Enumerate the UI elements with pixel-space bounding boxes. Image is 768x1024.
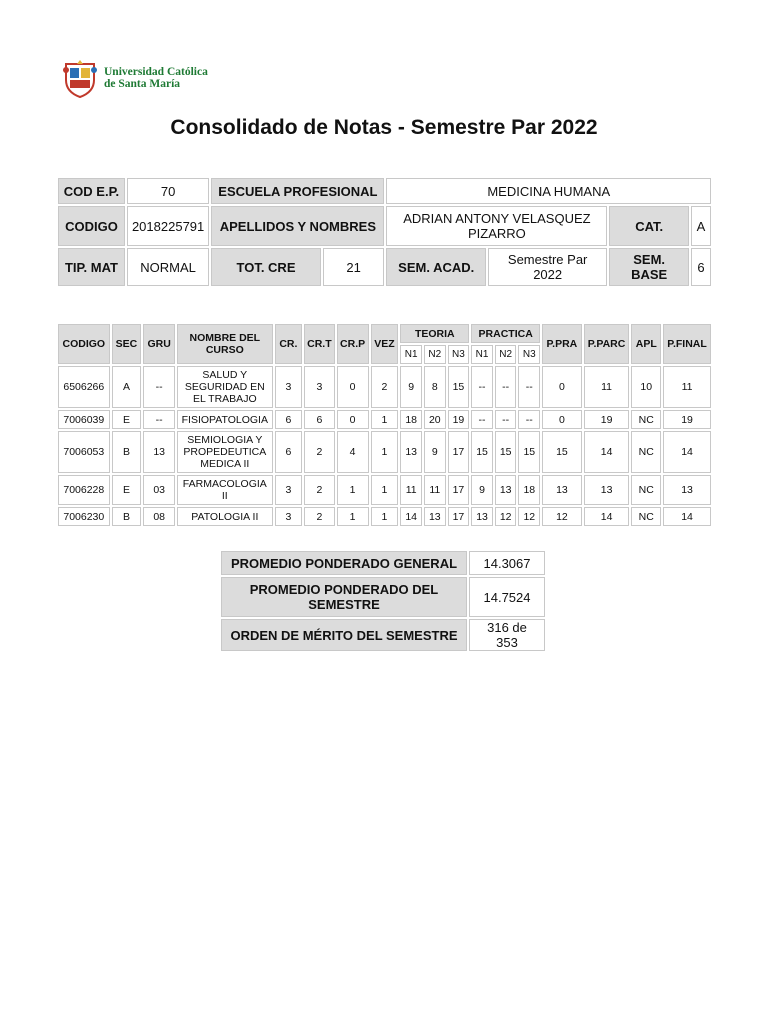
summary-table	[219, 549, 547, 653]
cell-crt: 2	[304, 507, 335, 526]
cat-value: A	[691, 206, 711, 246]
cell-codigo: 7006039	[58, 410, 110, 429]
cell-pparc: 14	[584, 507, 630, 526]
cell-ppra: 15	[542, 431, 582, 473]
cell-curso: FARMACOLOGIA II	[177, 475, 273, 505]
cell-sec: E	[112, 410, 142, 429]
cell-cr: 6	[275, 410, 303, 429]
cell-teoria-n3: 17	[448, 431, 470, 473]
cell-practica-n3: 15	[518, 431, 540, 473]
cell-practica-n1: 13	[471, 507, 493, 526]
cell-teoria-n1: 11	[400, 475, 422, 505]
cell-teoria-n2: 8	[424, 366, 446, 408]
col-header-crt: CR.T	[304, 324, 335, 364]
cell-crp: 1	[337, 507, 369, 526]
cell-vez: 1	[371, 507, 399, 526]
semacad-value: Semestre Par 2022	[488, 248, 607, 286]
col-header-practica-n2: N2	[495, 345, 517, 364]
col-header-ppra: P.PRA	[542, 324, 582, 364]
cell-practica-n1: --	[471, 410, 493, 429]
cod-ep-label: COD E.P.	[58, 178, 125, 204]
col-header-teoria-n3: N3	[448, 345, 470, 364]
col-header-practica: PRACTICA	[471, 324, 540, 343]
cell-sec: A	[112, 366, 142, 408]
tipmat-label: TIP. MAT	[58, 248, 125, 286]
cell-pfinal: 19	[663, 410, 711, 429]
col-header-apl: APL	[631, 324, 661, 364]
table-row	[58, 475, 711, 505]
cell-pparc: 13	[584, 475, 630, 505]
cell-sec: B	[112, 431, 142, 473]
col-header-practica-n3: N3	[518, 345, 540, 364]
cell-crt: 2	[304, 475, 335, 505]
cell-practica-n3: --	[518, 410, 540, 429]
cell-cr: 3	[275, 507, 303, 526]
orden-merito-value: 316 de 353	[469, 619, 545, 651]
totcre-value: 21	[323, 248, 385, 286]
cell-practica-n3: 12	[518, 507, 540, 526]
cell-sec: B	[112, 507, 142, 526]
cell-ppra: 13	[542, 475, 582, 505]
nombres-label: APELLIDOS Y NOMBRES	[211, 206, 384, 246]
cell-teoria-n1: 9	[400, 366, 422, 408]
cell-practica-n2: --	[495, 410, 517, 429]
col-header-cr: CR.	[275, 324, 303, 364]
cell-apl: 10	[631, 366, 661, 408]
cell-practica-n1: 9	[471, 475, 493, 505]
cell-practica-n1: --	[471, 366, 493, 408]
cell-vez: 2	[371, 366, 399, 408]
col-header-crp: CR.P	[337, 324, 369, 364]
col-header-vez: VEZ	[371, 324, 399, 364]
cell-pparc: 14	[584, 431, 630, 473]
cell-apl: NC	[631, 410, 661, 429]
cell-crt: 3	[304, 366, 335, 408]
cell-crp: 4	[337, 431, 369, 473]
ppg-value: 14.3067	[469, 551, 545, 575]
cell-gru: 08	[143, 507, 175, 526]
cell-codigo: 7006230	[58, 507, 110, 526]
cell-teoria-n2: 20	[424, 410, 446, 429]
col-header-teoria-n1: N1	[400, 345, 422, 364]
ppg-label: PROMEDIO PONDERADO GENERAL	[221, 551, 467, 575]
table-row	[58, 507, 711, 526]
university-logo	[62, 58, 208, 98]
cell-pparc: 19	[584, 410, 630, 429]
cell-teoria-n1: 13	[400, 431, 422, 473]
cell-crp: 1	[337, 475, 369, 505]
cell-teoria-n3: 17	[448, 475, 470, 505]
grades-table	[56, 322, 713, 528]
cell-practica-n2: 15	[495, 431, 517, 473]
col-header-curso: NOMBRE DEL CURSO	[177, 324, 273, 364]
col-header-gru: GRU	[143, 324, 175, 364]
cell-pfinal: 11	[663, 366, 711, 408]
cell-practica-n3: --	[518, 366, 540, 408]
cell-pfinal: 13	[663, 475, 711, 505]
cell-teoria-n1: 18	[400, 410, 422, 429]
cell-apl: NC	[631, 431, 661, 473]
cell-crp: 0	[337, 366, 369, 408]
logo-text-line2: de Santa María	[104, 78, 181, 90]
codigo-value: 2018225791	[127, 206, 209, 246]
semacad-label: SEM. ACAD.	[386, 248, 485, 286]
cell-curso: FISIOPATOLOGIA	[177, 410, 273, 429]
cell-practica-n2: 13	[495, 475, 517, 505]
cell-teoria-n1: 14	[400, 507, 422, 526]
page-title: Consolidado de Notas - Semestre Par 2022	[170, 116, 598, 139]
cell-cr: 3	[275, 475, 303, 505]
cell-ppra: 12	[542, 507, 582, 526]
logo-text-line1: Universidad Católica	[104, 66, 208, 78]
cell-ppra: 0	[542, 366, 582, 408]
cell-vez: 1	[371, 475, 399, 505]
cell-gru: 13	[143, 431, 175, 473]
cell-practica-n3: 18	[518, 475, 540, 505]
cell-codigo: 6506266	[58, 366, 110, 408]
student-info-table	[56, 176, 713, 288]
cat-label: CAT.	[609, 206, 689, 246]
orden-merito-label: ORDEN DE MÉRITO DEL SEMESTRE	[221, 619, 467, 651]
cell-teoria-n3: 15	[448, 366, 470, 408]
cell-curso: SEMIOLOGIA Y PROPEDEUTICA MEDICA II	[177, 431, 273, 473]
col-header-sec: SEC	[112, 324, 142, 364]
cell-practica-n1: 15	[471, 431, 493, 473]
cell-practica-n2: 12	[495, 507, 517, 526]
cell-sec: E	[112, 475, 142, 505]
cell-pparc: 11	[584, 366, 630, 408]
escuela-label: ESCUELA PROFESIONAL	[211, 178, 384, 204]
cell-teoria-n3: 17	[448, 507, 470, 526]
cell-vez: 1	[371, 410, 399, 429]
cod-ep-value: 70	[127, 178, 209, 204]
cell-cr: 3	[275, 366, 303, 408]
cell-gru: --	[143, 366, 175, 408]
col-header-pfinal: P.FINAL	[663, 324, 711, 364]
cell-curso: PATOLOGIA II	[177, 507, 273, 526]
cell-crp: 0	[337, 410, 369, 429]
cell-codigo: 7006053	[58, 431, 110, 473]
cell-apl: NC	[631, 475, 661, 505]
cell-apl: NC	[631, 507, 661, 526]
cell-gru: --	[143, 410, 175, 429]
cell-ppra: 0	[542, 410, 582, 429]
escuela-value: MEDICINA HUMANA	[386, 178, 711, 204]
cell-teoria-n2: 13	[424, 507, 446, 526]
cell-crt: 6	[304, 410, 335, 429]
cell-pfinal: 14	[663, 431, 711, 473]
cell-teoria-n2: 11	[424, 475, 446, 505]
col-header-codigo: CODIGO	[58, 324, 110, 364]
cell-curso: SALUD Y SEGURIDAD EN EL TRABAJO	[177, 366, 273, 408]
cell-teoria-n2: 9	[424, 431, 446, 473]
cell-gru: 03	[143, 475, 175, 505]
cell-pfinal: 14	[663, 507, 711, 526]
nombres-value: ADRIAN ANTONY VELASQUEZ PIZARRO	[386, 206, 607, 246]
sembase-value: 6	[691, 248, 711, 286]
cell-practica-n2: --	[495, 366, 517, 408]
table-row	[58, 410, 711, 429]
codigo-label: CODIGO	[58, 206, 125, 246]
col-header-teoria: TEORIA	[400, 324, 469, 343]
col-header-teoria-n2: N2	[424, 345, 446, 364]
col-header-practica-n1: N1	[471, 345, 493, 364]
cell-cr: 6	[275, 431, 303, 473]
totcre-label: TOT. CRE	[211, 248, 320, 286]
table-row	[58, 431, 711, 473]
tipmat-value: NORMAL	[127, 248, 209, 286]
sembase-label: SEM. BASE	[609, 248, 689, 286]
cell-teoria-n3: 19	[448, 410, 470, 429]
col-header-pparc: P.PARC	[584, 324, 630, 364]
table-row	[58, 366, 711, 408]
pps-label: PROMEDIO PONDERADO DEL SEMESTRE	[221, 577, 467, 617]
pps-value: 14.7524	[469, 577, 545, 617]
cell-vez: 1	[371, 431, 399, 473]
university-crest-icon	[62, 58, 98, 98]
cell-codigo: 7006228	[58, 475, 110, 505]
cell-crt: 2	[304, 431, 335, 473]
